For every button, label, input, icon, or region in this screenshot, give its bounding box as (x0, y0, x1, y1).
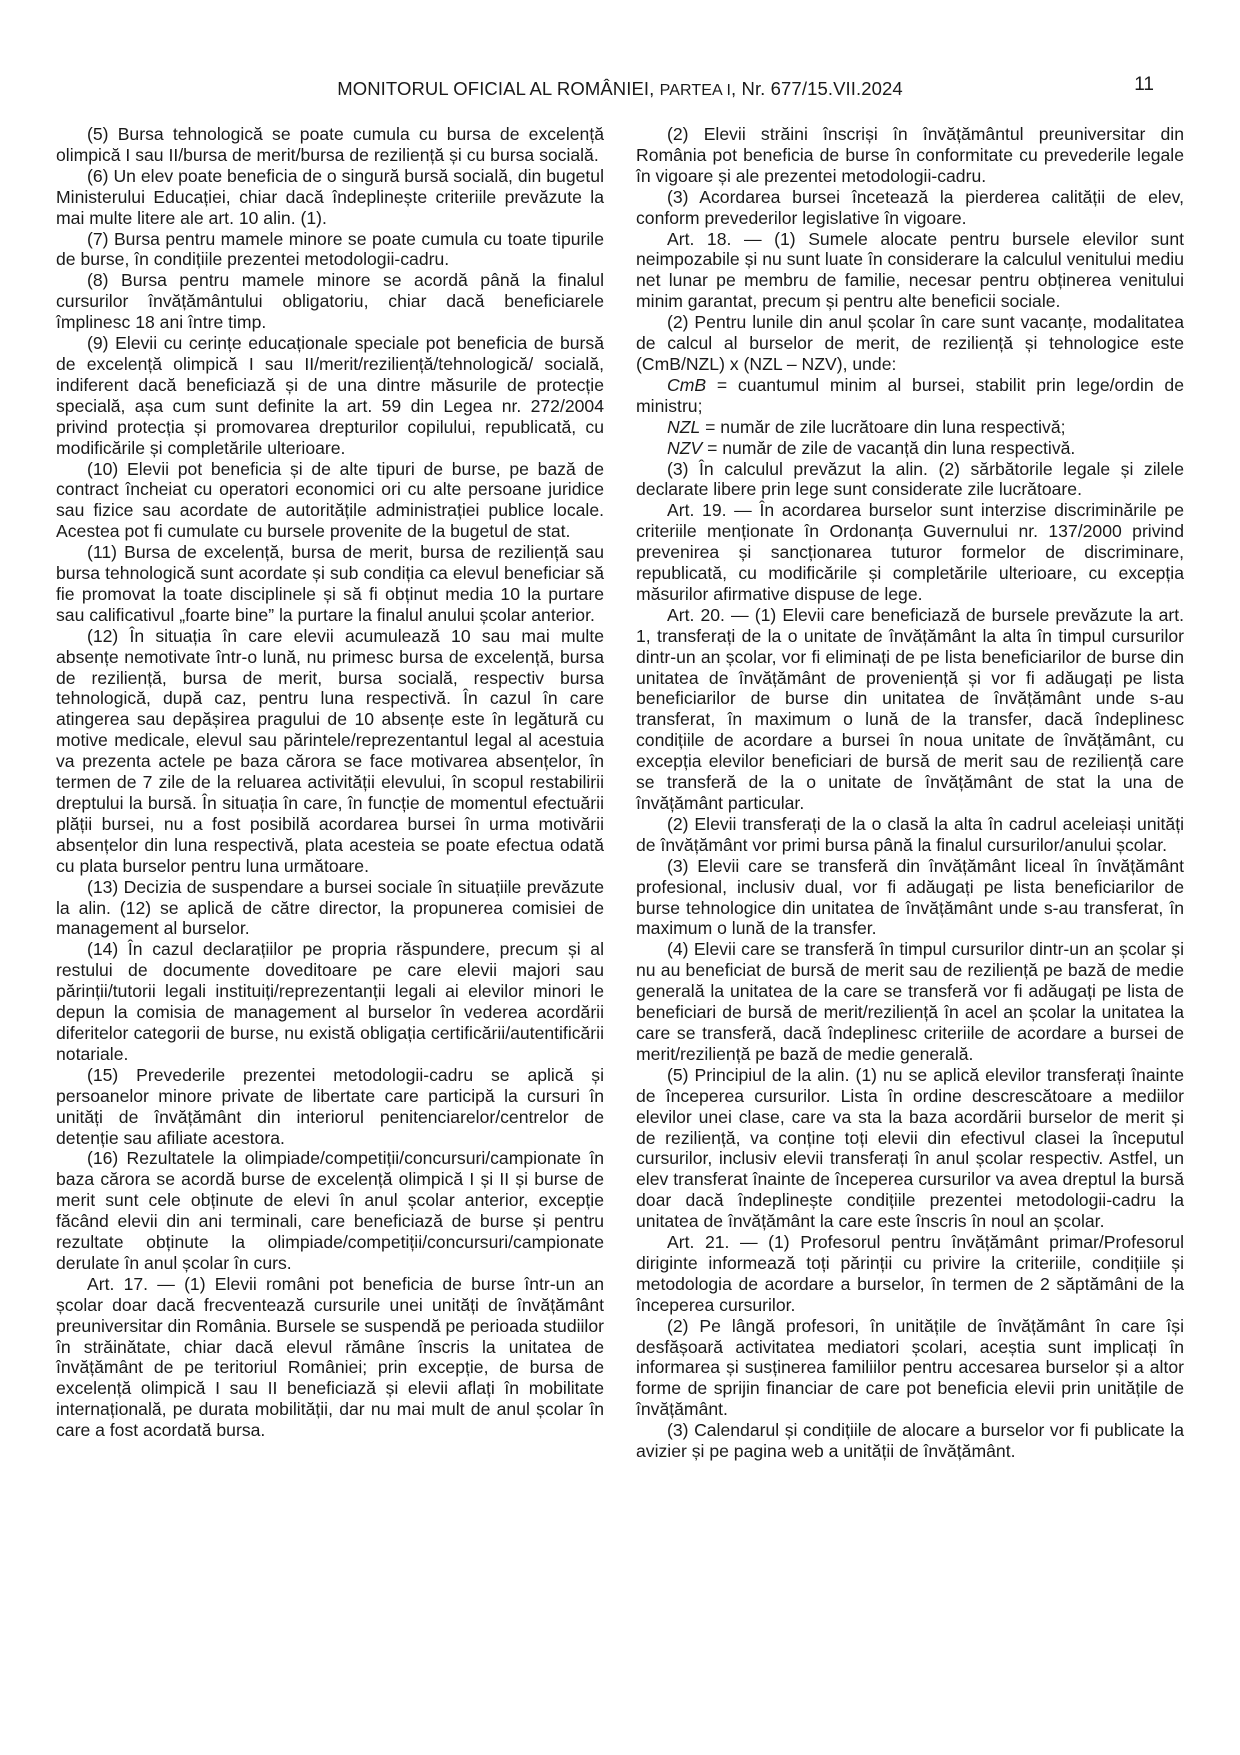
definition-text: = număr de zile de vacanță din luna respectivă. (702, 437, 1076, 458)
page-number: 11 (1134, 74, 1154, 95)
right-column (636, 124, 1184, 1462)
paragraph: (3) În calculul prevăzut la alin. (2) sărbătorile legale și zilele declarate libere prin lege sunt considerate zile lucrătoare. (636, 458, 1184, 500)
paragraph: (11) Bursa de excelență, bursa de merit, bursa de reziliență sau bursa tehnologică sunt acordate și sub condiția ca elevul beneficiar să fie promovat la toate disciplinele și să fi obținut media 10 la purtare sau calificativul „foarte bine” la purtare la finalul anului școlar anterior. (56, 542, 604, 625)
title-part: PARTEA I (659, 82, 731, 99)
paragraph: (2) Elevii străini înscriși în învățământul preuniversitar din România pot beneficia de burse în conformitate cu prevederile legale în vigoare și ale prezentei metodologii-cadru. (636, 124, 1184, 186)
paragraph: (12) În situația în care elevii acumulează 10 sau mai multe absențe nemotivate într-o lună, nu primesc bursa de excelență, bursa de reziliență, bursa de merit, bursa socială, respectiv bursa tehnologică, după caz, pentru luna respectivă. În cazul în care atingerea sau depășirea pragului de 10 absențe este în legătură cu motive medicale, elevul sau părintele/reprezentantul legal al acestuia va prezenta actele pe baza cărora se face motivarea absențelor, în termen de 7 zile de la reluarea activității elevului, în scopul restabilirii dreptului la bursă. În situația în care, în funcție de momentul efectuării plății bursei, nu a fost posibilă acordarea bursei în urma motivării absențelor din luna respectivă, plata acesteia se poate efectua odată cu plata burselor pentru luna următoare. (56, 625, 604, 876)
paragraph: (2) Pe lângă profesori, în unitățile de învățământ în care își desfășoară activitatea mediatori școlari, aceștia sunt implicați în informarea și susținerea familiilor pentru accesarea burselor și a altor forme de sprijin financiar de care pot beneficia elevii prin unitățile de învățământ. (636, 1315, 1184, 1420)
definition-cmb (636, 375, 1184, 417)
article-21: Art. 21. — (1) Profesorul pentru învățământ primar/Profesorul diriginte informează toți părinții cu privire la criteriile, condițiile și metodologia de acordare a burselor, în termen de 2 săptămâni de la începerea cursurilor. (636, 1232, 1184, 1315)
paragraph: (2) Pentru lunile din anul școlar în care sunt vacanțe, modalitatea de calcul al burselor de merit, de reziliență și tehnologice este (CmB/NZL) x (NZL – NZV), unde: (636, 312, 1184, 374)
article-19: Art. 19. — În acordarea burselor sunt interzise discriminările pe criteriile menționate în Ordonanța Guvernului nr. 137/2000 privind prevenirea și sancționarea tuturor formelor de discriminare, republicată, cu modificările și completările ulterioare, cu excepția măsurilor afirmative dispuse de lege. (636, 500, 1184, 604)
paragraph: (2) Elevii transferați de la o clasă la alta în cadrul aceleiași unități de învățământ vor primi bursa până la finalul cursurilor/anului școlar. (636, 813, 1184, 855)
paragraph: (3) Acordarea bursei încetează la pierderea calității de elev, conform prevederilor legislative în vigoare. (636, 186, 1184, 228)
paragraph: (5) Principiul de la alin. (1) nu se aplică elevilor transferați înainte de începerea cursurilor. Lista în ordine descrescătoare a mediilor elevilor unei clase, care va sta la baza acordării burselor de merit și de reziliență, va conține toți elevii din efectivul clasei la începutul cursurilor, inclusiv elevii transferați în anul școlar respectiv. Astfel, un elev transferat înainte de începerea cursurilor va avea dreptul la bursă doar dacă îndeplinește condițiile prezentei metodologii-cadru la unitatea de învățământ la care este înscris în noul an școlar. (636, 1064, 1184, 1232)
paragraph: (10) Elevii pot beneficia și de alte tipuri de burse, pe bază de contract încheiat cu operatori economici ori cu alte persoane juridice sau fizice sau acordate de autoritățile administrației publice locale. Acestea pot fi cumulate cu bursele provenite de la bugetul de stat. (56, 458, 604, 542)
article-17: Art. 17. — (1) Elevii români pot beneficia de burse într-un an școlar doar dacă frecventează cursurile unei unități de învățământ preuniversitar din România. Bursele se suspendă pe perioada studiilor în străinătate, chiar dacă elevul rămâne înscris la unitatea de învățământ de pe teritoriul României; prin excepție, de bursa de excelență olimpică I sau II beneficiază și elevii aflați în mobilitate internațională, pe durata mobilității, dar nu mai mult de anul școlar în care a fost acordată bursa. (56, 1273, 604, 1441)
definition-nzv (636, 438, 1184, 459)
paragraph: (8) Bursa pentru mamele minore se acordă până la finalul cursurilor învățământului obligatoriu, chiar dacă beneficiarele împlinesc 18 ani între timp. (56, 270, 604, 333)
definition-term: CmB (667, 374, 707, 395)
definition-nzl (636, 417, 1184, 438)
paragraph: (14) În cazul declarațiilor pe propria răspundere, precum și al restului de documente doveditoare pe care elevii majori sau părinții/tutorii legali instituiți/reprezentanții legali ai elevilor minori le depun la comisia de management al burselor în vederea acordării diferitelor categorii de burse, nu există obligația certificării/autentificării notariale. (56, 939, 604, 1064)
paragraph: (6) Un elev poate beneficia de o singură bursă socială, din bugetul Ministerului Educației, chiar dacă îndeplinește criteriile prevăzute la mai multe litere ale art. 10 alin. (1). (56, 165, 604, 228)
page-header (0, 74, 1240, 108)
definition-text: = cuantumul minim al bursei, stabilit prin lege/ordin de ministru; (636, 374, 1184, 416)
title-main: MONITORUL OFICIAL AL ROMÂNIEI, (337, 78, 660, 99)
article-20: Art. 20. — (1) Elevii care beneficiază de bursele prevăzute la art. 1, transferați de la o unitate de învățământ la alta în timpul cursurilor dintr-un an școlar, vor fi eliminați de pe lista beneficiarilor de burse din unitatea de învățământ de proveniență și vor fi adăugați pe lista beneficiarilor de burse din unitatea de învățământ unde s-au transferat, în maximum o lună de la transfer, dacă îndeplinesc condițiile de acordare a bursei în noua unitate de învățământ, cu excepția elevilor beneficiari de bursă de merit sau de reziliență care se transferă de la o unitate de învățământ de stat la una de învățământ particular. (636, 604, 1184, 813)
title-issue: , Nr. 677/15.VII.2024 (731, 78, 903, 99)
paragraph: (3) Calendarul și condițiile de alocare a burselor vor fi publicate la avizier și pe pagina web a unității de învățământ. (636, 1420, 1184, 1462)
article-18: Art. 18. — (1) Sumele alocate pentru bursele elevilor sunt neimpozabile și nu sunt luate în considerare la calculul venitului mediu net lunar pe membru de familie, necesar pentru obținerea venitului minim garantat, precum și pentru alte beneficii sociale. (636, 228, 1184, 312)
paragraph: (13) Decizia de suspendare a bursei sociale în situațiile prevăzute la alin. (12) se aplică de către director, la propunerea comisiei de management al burselor. (56, 876, 604, 939)
left-column (56, 124, 604, 1462)
paragraph: (9) Elevii cu cerințe educaționale speciale pot beneficia de bursă de excelență olimpică I sau II/merit/reziliență/tehnologică/ socială, indiferent dacă beneficiază și de una dintre măsurile de protecție specială, așa cum sunt definite la art. 59 din Legea nr. 272/2004 privind protecția și promovarea drepturilor copilului, republicată, cu modificările și completările ulterioare. (56, 333, 604, 458)
publication-title (0, 78, 1240, 100)
paragraph: (3) Elevii care se transferă din învățământ liceal în învățământ profesional, inclusiv dual, vor fi adăugați pe lista beneficiarilor de burse tehnologice din unitatea de învățământ unde s-au transferat, în maximum o lună de la transfer. (636, 855, 1184, 939)
paragraph: (7) Bursa pentru mamele minore se poate cumula cu toate tipurile de burse, în condițiile prezentei metodologii-cadru. (56, 228, 604, 270)
paragraph: (16) Rezultatele la olimpiade/competiții/concursuri/campionate în baza cărora se acordă burse de excelență olimpică I și II și burse de merit sunt cele obținute de elevi în anul școlar anterior, excepție făcând elevii din ani terminali, care beneficiază de burse și pentru rezultate obținute la olimpiade/competiții/concursuri/campionate derulate în anul școlar în curs. (56, 1148, 604, 1273)
definition-term: NZL (667, 416, 701, 437)
paragraph: (15) Prevederile prezentei metodologii-cadru se aplică și persoanelor minore private de libertate care participă la cursuri în unități de învățământ din interiorul penitenciarelor/centrelor de detenție sau afiliate acestora. (56, 1064, 604, 1148)
definition-term: NZV (667, 437, 703, 458)
paragraph: (4) Elevii care se transferă în timpul cursurilor dintr-un an școlar și nu au beneficiat de bursă de merit sau de reziliență pe bază de medie generală la unitatea de la care se transferă vor fi adăugați pe lista de beneficiari de bursă de merit/reziliență în acel an școlar la unitatea la care se transferă, dacă îndeplinesc criteriile de acordare a bursei de merit/reziliență pe bază de medie generală. (636, 939, 1184, 1064)
text-columns (56, 124, 1184, 1462)
paragraph: (5) Bursa tehnologică se poate cumula cu bursa de excelență olimpică I sau II/bursa de merit/bursa de reziliență și cu bursa socială. (56, 124, 604, 165)
definition-text: = număr de zile lucrătoare din luna respectivă; (700, 416, 1066, 437)
